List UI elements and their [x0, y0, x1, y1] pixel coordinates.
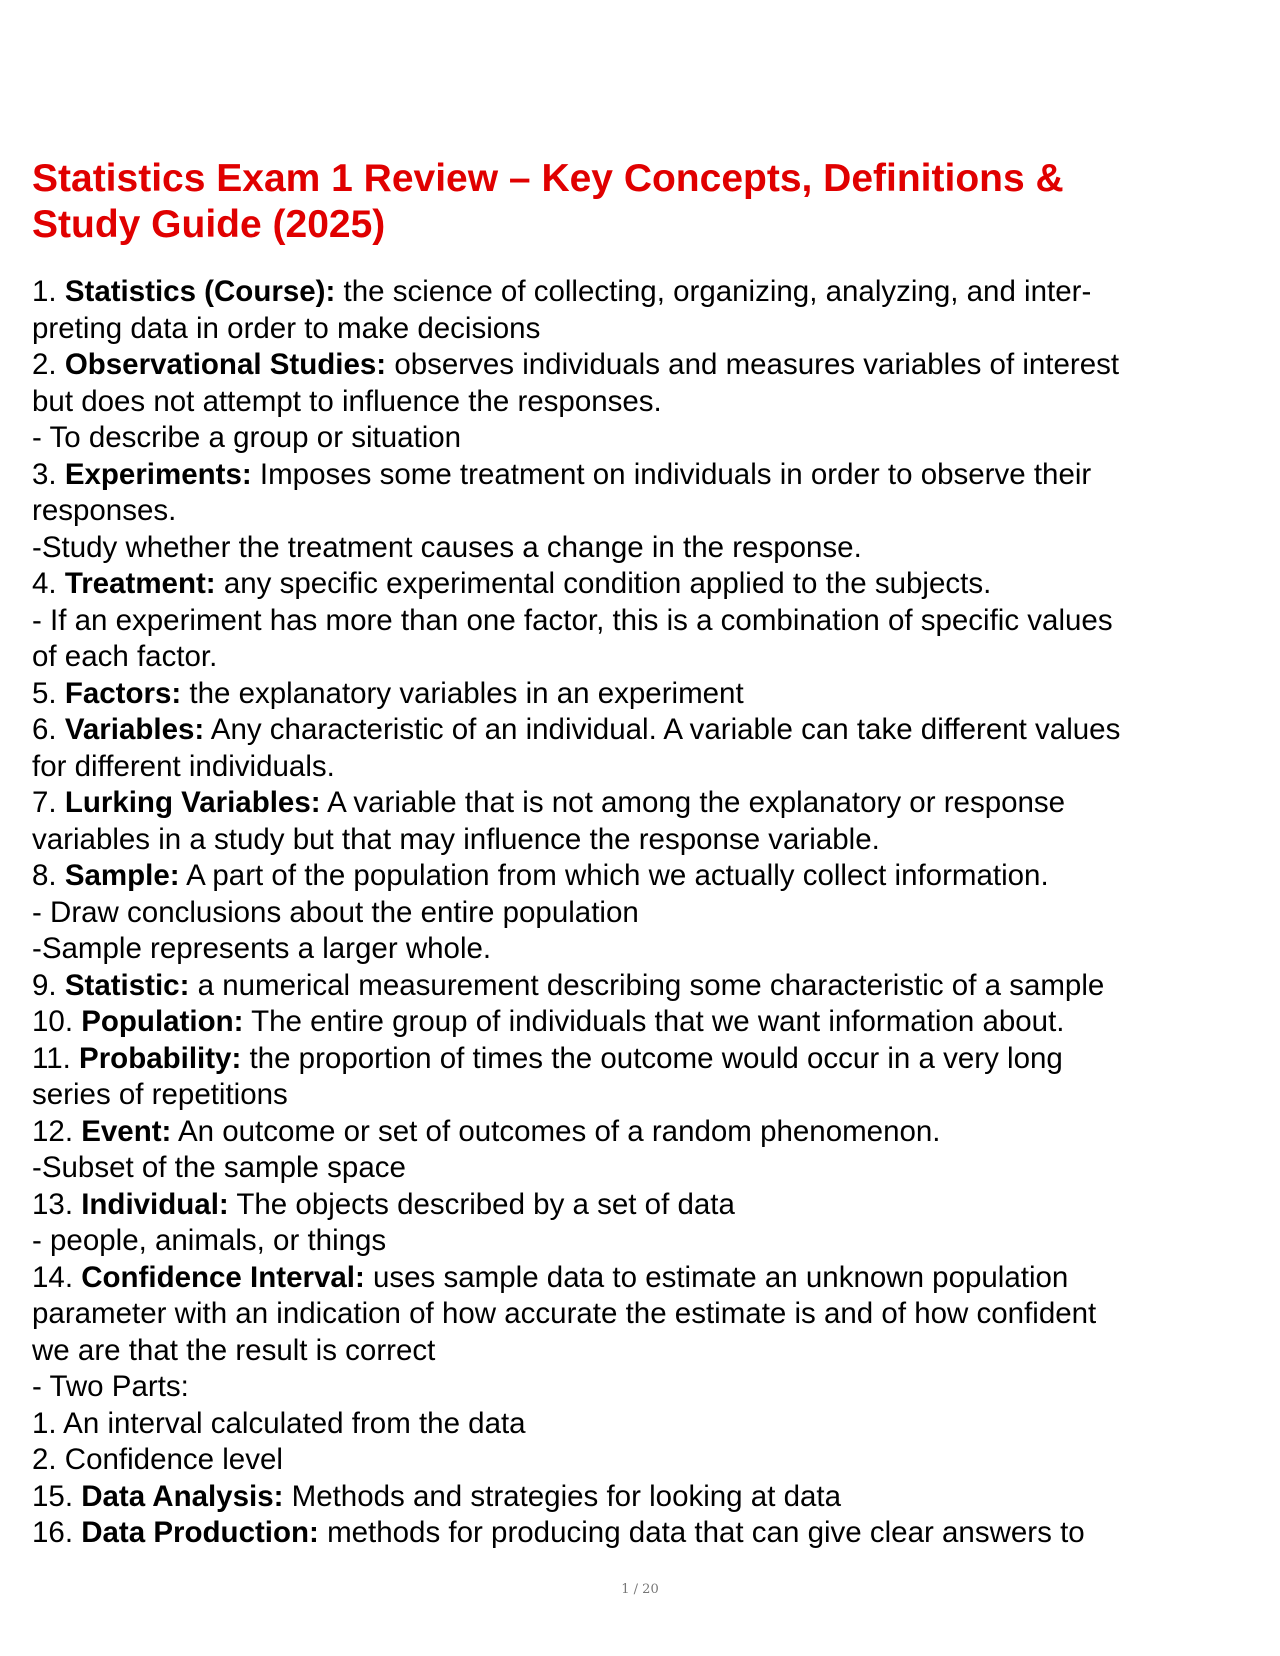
- definition-text: - Two Parts:: [32, 1370, 189, 1403]
- item-number: 5.: [32, 676, 65, 710]
- document-title: [32, 156, 1252, 248]
- document-page: [32, 156, 1252, 1552]
- item-number: 12.: [32, 1114, 82, 1148]
- definition-item: [32, 712, 1252, 749]
- definition-text: A part of the population from which we actually collect information.: [179, 859, 1049, 892]
- definition-text: -Subset of the sample space: [32, 1151, 406, 1184]
- definition-text: the science of collecting, organizing, analyzing, and inter-: [335, 275, 1092, 308]
- definition-text: for different individuals.: [32, 749, 335, 783]
- definition-text: The entire group of individuals that we want information about.: [243, 1005, 1065, 1038]
- definition-text: methods for producing data that can give clear answers to: [318, 1516, 1085, 1549]
- definition-text: but does not attempt to influence the responses.: [32, 384, 662, 418]
- definition-text: - Draw conclusions about the entire population: [32, 895, 639, 929]
- definition-text: responses.: [32, 494, 177, 527]
- item-number: 14.: [32, 1260, 82, 1294]
- definition-text: of each factor.: [32, 640, 218, 673]
- definition-line: [32, 1150, 1252, 1187]
- definition-term: Statistic:: [64, 968, 190, 1002]
- definition-item: [32, 1479, 1252, 1516]
- definition-term: Factors:: [64, 676, 182, 710]
- definition-line: [32, 493, 1252, 530]
- definition-item: [32, 968, 1252, 1005]
- definition-term: Population:: [81, 1005, 244, 1038]
- definition-text: the proportion of times the outcome would occur in a very long: [241, 1041, 1063, 1075]
- definition-text: 2. Confidence level: [32, 1443, 283, 1476]
- item-number: 13.: [32, 1187, 82, 1221]
- definition-line: [32, 639, 1252, 676]
- definition-item: [32, 1114, 1252, 1151]
- definition-text: any specific experimental condition applied to the subjects.: [215, 567, 992, 600]
- definition-line: [32, 1369, 1252, 1406]
- definition-term: Data Analysis:: [81, 1479, 284, 1513]
- item-number: 3.: [32, 457, 65, 491]
- definition-line: [32, 603, 1252, 640]
- definition-text: we are that the result is correct: [32, 1333, 436, 1367]
- definition-item: [32, 274, 1252, 311]
- item-number: 7.: [32, 786, 65, 819]
- definition-text: parameter with an indication of how accurate the estimate is and of how confident: [32, 1297, 1097, 1330]
- definition-term: Lurking Variables:: [64, 786, 321, 819]
- definition-text: uses sample data to estimate an unknown population: [364, 1260, 1069, 1294]
- definition-term: Event:: [81, 1114, 172, 1148]
- definition-item: [32, 676, 1252, 713]
- item-number: 2.: [32, 348, 65, 381]
- definition-term: Variables:: [64, 713, 205, 746]
- definition-text: series of repetitions: [32, 1078, 288, 1111]
- definition-item: [32, 858, 1252, 895]
- item-number: 15.: [32, 1479, 82, 1513]
- definition-term: Probability:: [79, 1041, 242, 1075]
- definition-line: [32, 1406, 1252, 1443]
- document-title-line-1: Statistics Exam 1 Review – Key Concepts, Definitions &: [32, 157, 1064, 200]
- definition-line: [32, 822, 1252, 859]
- definition-item: [32, 457, 1252, 494]
- definition-item: [32, 1187, 1252, 1224]
- definition-line: [32, 1077, 1252, 1114]
- definition-line: [32, 931, 1252, 968]
- definition-line: [32, 420, 1252, 457]
- definition-text: The objects described by a set of data: [228, 1187, 735, 1221]
- item-number: 8.: [32, 859, 65, 892]
- definition-text: Methods and strategies for looking at data: [283, 1479, 841, 1513]
- definition-item: [32, 1260, 1252, 1297]
- definition-line: [32, 1296, 1252, 1333]
- definition-text: a numerical measurement describing some characteristic of a sample: [189, 968, 1105, 1002]
- definition-line: [32, 311, 1252, 348]
- definition-text: preting data in order to make decisions: [32, 311, 541, 345]
- definition-line: [32, 749, 1252, 786]
- definition-term: Confidence Interval:: [81, 1260, 365, 1294]
- definition-line: [32, 1442, 1252, 1479]
- definition-item: [32, 1515, 1252, 1552]
- definition-item: [32, 1041, 1252, 1078]
- item-number: 10.: [32, 1005, 82, 1038]
- item-number: 4.: [32, 567, 65, 600]
- definition-text: variables in a study but that may influence the response variable.: [32, 822, 880, 856]
- definition-line: [32, 895, 1252, 932]
- definition-text: A variable that is not among the explanatory or response: [320, 786, 1066, 819]
- definition-term: Treatment:: [64, 567, 216, 600]
- definition-term: Observational Studies:: [64, 348, 387, 381]
- item-number: 9.: [32, 968, 65, 1002]
- item-number: 1.: [32, 275, 65, 308]
- definition-text: - If an experiment has more than one factor, this is a combination of specific values: [32, 603, 1113, 637]
- definition-text: -Study whether the treatment causes a change in the response.: [32, 530, 862, 564]
- definition-text: the explanatory variables in an experiment: [181, 676, 744, 710]
- item-number: 11.: [32, 1041, 80, 1075]
- definition-term: Experiments:: [64, 457, 252, 491]
- definition-line: [32, 1333, 1252, 1370]
- definition-line: [32, 530, 1252, 567]
- definition-text: observes individuals and measures variables of interest: [386, 348, 1120, 381]
- definition-text: - people, animals, or things: [32, 1224, 387, 1257]
- definition-text: -Sample represents a larger whole.: [32, 932, 492, 965]
- definition-item: [32, 785, 1252, 822]
- definition-line: [32, 1223, 1252, 1260]
- definition-text: Any characteristic of an individual. A variable can take different values: [204, 713, 1121, 746]
- item-number: 16.: [32, 1516, 82, 1549]
- definition-term: Statistics (Course):: [64, 275, 336, 308]
- definition-item: [32, 566, 1252, 603]
- definition-term: Data Production:: [81, 1516, 319, 1549]
- definition-item: [32, 1004, 1252, 1041]
- item-number: 6.: [32, 713, 65, 746]
- definition-line: [32, 384, 1252, 421]
- definition-term: Individual:: [81, 1187, 229, 1221]
- definition-text: Imposes some treatment on individuals in order to observe their: [251, 457, 1092, 491]
- definition-list: [32, 274, 1252, 1552]
- definition-text: - To describe a group or situation: [32, 421, 462, 454]
- definition-text: An outcome or set of outcomes of a random phenomenon.: [171, 1114, 941, 1148]
- page-number: 1 / 20: [621, 1582, 659, 1597]
- definition-text: 1. An interval calculated from the data: [32, 1406, 526, 1440]
- definition-item: [32, 347, 1252, 384]
- definition-term: Sample:: [64, 859, 180, 892]
- document-title-line-2: Study Guide (2025): [32, 203, 386, 246]
